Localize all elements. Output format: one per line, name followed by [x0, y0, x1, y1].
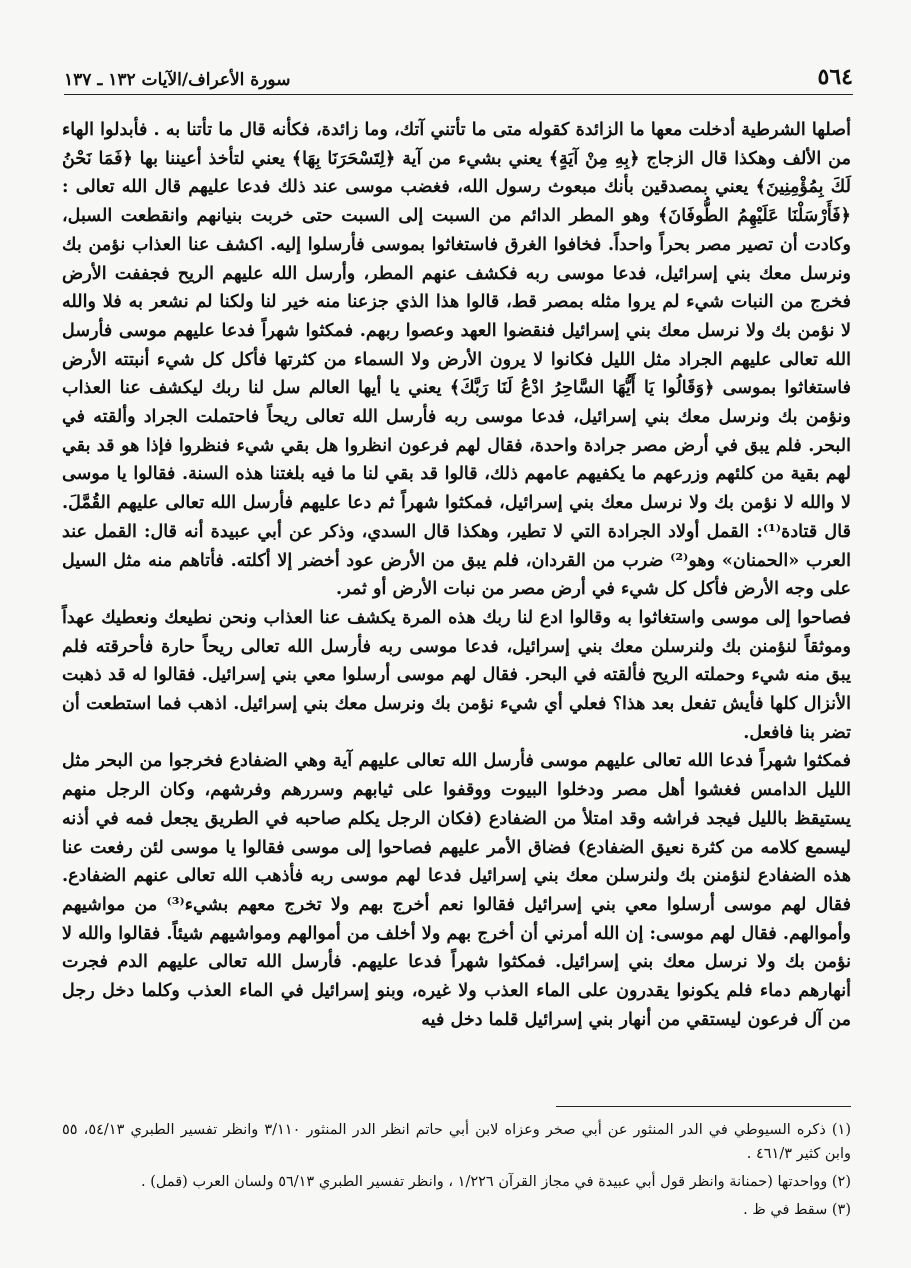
- page-number: ٥٦٤: [817, 64, 853, 90]
- main-text: [62, 116, 851, 1035]
- footnote: (٢) وواحدتها (حمنانة وانظر قول أبي عبيدة في مجاز القرآن ١/٢٢٦ ، وانظر تفسير الطبري ٥٦/١٣ ولسان العرب (قمل) .: [141, 1174, 851, 1190]
- paragraph: فصاحوا إلى موسى واستغاثوا به وقالوا ادع لنا ربك هذه المرة يكشف عنا العذاب ونحن نطيعك ونعطيك عهداً وموثقاً لنؤمنن بك ولنرسلن معك بني إسرائيل، فدعا موسى ربه فأرسل الله تعالى ريحاً حارة فأحرقته فلم يبق منه شيء وحملته الريح فألقته في البحر. فقال لهم موسى أرسلوا معي بني إسرائيل. فقالوا له قد ذهبت الأنزال كلها فأيش تفعل بعد هذا؟ فعلي أي شيء نؤمن بك ونرسل معك بني إسرائيل. اذهب فما استطعت أن تضر بنا فافعل.: [62, 606, 851, 743]
- running-title: سورة الأعراف/الآيات ١٣٢ ـ ١٣٧: [64, 70, 291, 90]
- paragraph: فمكثوا شهراً فدعا الله تعالى عليهم موسى فأرسل الله تعالى عليهم آية وهي الضفادع فخرجوا من البحر مثل الليل الدامس فغشوا أهل مصر ودخلوا البيوت ووقفوا على ثيابهم وسررهم وفرشهم، وكان الرجل منهم يستيقظ بالليل فيجد فراشه وقد امتلأ من الضفادع (فكان الرجل يكلم صاحبه في الطريق يجعل فمه في أذنه ليسمع كلامه من كثرة نعيق الضفادع) فضاق الأمر عليهم فصاحوا إلى موسى فقالوا يا موسى لئن رفعت عنا هذه الضفادع لنؤمنن بك ولنرسلن معك بني إسرائيل فدعا لهم موسى ربه فأذهب الله تعالى عنهم الضفادع. فقال لهم موسى أرسلوا معي بني إسرائيل فقالوا نعم أخرج بهم ولا تخرج معهم بشيء⁽³⁾ من مواشيهم وأموالهم. فقال لهم موسى: إن الله أمرني أن أخرج بهم ولا أخلف من أموالهم ومواشيهم شيئاً. فقالوا والله لا نؤمن بك ولا نرسل معك بني إسرائيل. فمكثوا شهراً فدعا عليهم. فأرسل الله تعالى عليهم الدم فجرت أنهارهم دماء فلم يكونوا يقدرون على الماء العذب ولا غيره، وبنو إسرائيل في الماء العذب وكلما دخل رجل من آل فرعون ليستقي من أنهار بني إسرائيل قلما دخل فيه: [62, 750, 852, 1030]
- footnote-divider: [556, 1106, 851, 1107]
- page-header: [64, 58, 853, 95]
- footnotes: [62, 1118, 851, 1226]
- footnote: (١) ذكره السيوطي في الدر المنثور عن أبي صخر وعزاه لابن أبي حاتم انظر الدر المنثور ٣/١١٠ وانظر تفسير الطبري ٥٤/١٣، ٥٥ وابن كثير ٤٦١/٣ .: [62, 1122, 851, 1162]
- footnote: (٣) سقط في ظ .: [743, 1202, 851, 1218]
- paragraph: أصلها الشرطية أدخلت معها ما الزائدة كقوله متى ما تأتني آتك، وما زائدة، فكأنه قال ما تأتنا به . فأبدلوا الهاء من الألف وهكذا قال الزجاج ﴿بِهِ مِنْ آيَةٍ﴾ يعني بشيء من آية ﴿لِتَسْحَرَنَا بِهَا﴾ يعني لتأخذ أعيننا بها ﴿فَمَا نَحْنُ لَكَ بِمُؤْمِنِينَ﴾ يعني بمصدقين بأنك مبعوث رسول الله، فغضب موسى عند ذلك فدعا عليهم قال الله تعالى : ﴿فَأَرْسَلْنَا عَلَيْهِمُ الطُّوفَانَ﴾ وهو المطر الدائم من السبت إلى السبت حتى خربت بنيانهم وانقطعت السبل، وكادت أن تصير مصر بحراً واحداً. فخافوا الغرق فاستغاثوا بموسى فأرسلوا إليه. اكشف عنا العذاب نؤمن بك ونرسل معك بني إسرائيل، فدعا موسى ربه فكشف عنهم المطر، وأرسل الله عليهم الريح فجففت الأرض فخرج من النبات شيء لم يروا مثله بمصر قط، قالوا هذا الذي جزعنا منه خير لنا ولكنا لم نشعر به فلا والله لا نؤمن بك ولا نرسل معك بني إسرائيل فنقضوا العهد وعصوا ربهم. فمكثوا شهراً فدعا عليهم موسى فأرسل الله تعالى عليهم الجراد مثل الليل فكانوا لا يرون الأرض ولا السماء من كثرتها فأكل كل شيء أنبتته الأرض فاستغاثوا بموسى ﴿وَقَالُوا يَا أَيُّهَا السَّاحِرُ ادْعُ لَنَا رَبَّكَ﴾ يعني يا أيها العالم سل لنا ربك ليكشف عنا العذاب ونؤمن بك ونرسل معك بني إسرائيل، فدعا موسى ربه فأرسل الله تعالى ريحاً فاحتملت الجراد وألقته في البحر. فلم يبق في أرض مصر جرادة واحدة، فقال لهم فرعون انظروا هل بقي شيء فنظروا فإذا هو قد بقي لهم بقية من كلئهم وزرعهم ما يكفيهم عامهم ذلك، قالوا قد بقي لنا ما فيه بلغتنا هذه السنة. فقالوا يا موسى لا والله لا نؤمن بك ولا نرسل معك بني إسرائيل، فمكثوا شهراً ثم دعا عليهم فأرسل الله تعالى عليهم القُمَّلَ. قال قتادة⁽¹⁾: القمل أولاد الجرادة التي لا تطير، وهكذا قال السدي، وذكر عن أبي عبيدة أنه قال: القمل عند العرب «الحمنان» وهو⁽²⁾ ضرب من القردان، فلم يبق من الأرض عود أخضر إلا أكلته. فأتاهم منه مثل السيل على وجه الأرض فأكل كل شيء في أرض مصر من نبات الأرض أو ثمر.: [62, 119, 851, 600]
